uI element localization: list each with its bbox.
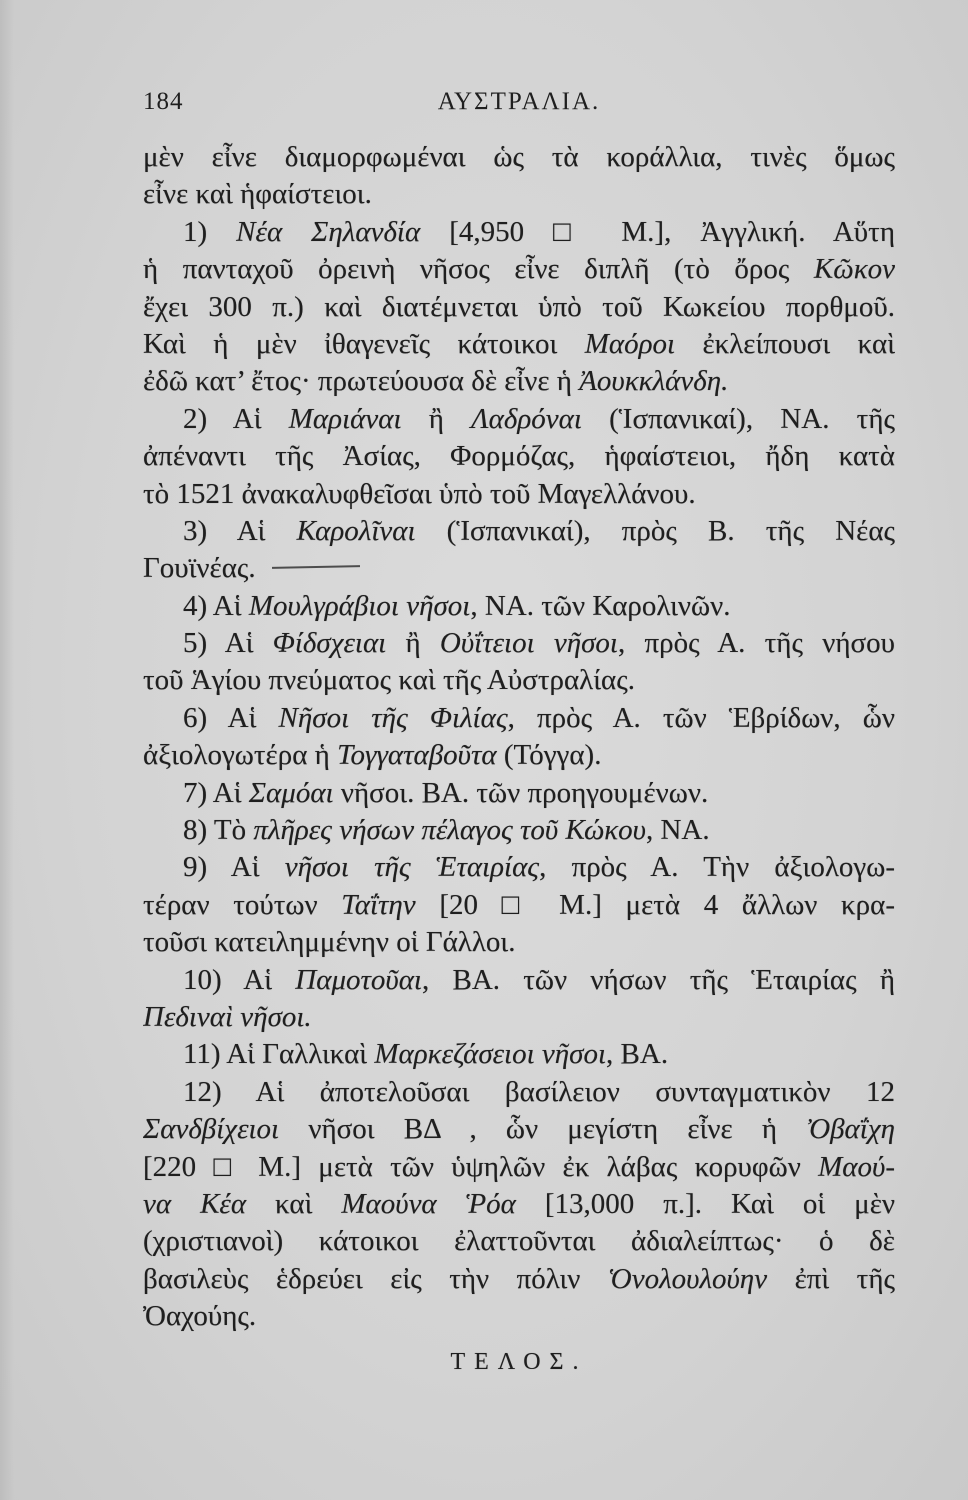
text-segment: 10) Αἱ (183, 963, 296, 996)
italic-text-segment: πλῆρες νήσων πέλαγος τοῦ Κώκου (253, 814, 646, 847)
text-segment: 11) Αἱ Γαλλικαὶ (183, 1038, 375, 1071)
paragraph (143, 625, 895, 700)
text-line (143, 1223, 895, 1260)
text-segment: (Τόγγα). (496, 739, 602, 772)
text-segment: ἀξιολογωτέρα ἡ (143, 739, 338, 772)
text-line (143, 476, 895, 513)
italic-text-segment: Ὀβαΐχη (806, 1113, 895, 1146)
italic-text-segment: Οὐΐτειοι νῆσοι (439, 627, 618, 660)
end-mark: ΤΕΛΟΣ. (450, 1349, 588, 1375)
paragraph (143, 139, 895, 214)
italic-text-segment: Μαριάναι (288, 402, 402, 435)
text-segment: Ὀαχούης. (143, 1300, 257, 1333)
italic-text-segment: Πεδιναὶ νῆσοι. (143, 1000, 312, 1033)
text-line (143, 289, 895, 326)
italic-text-segment: Ταΐτην (341, 888, 416, 921)
text-line (143, 737, 895, 774)
text-segment: τοῦ Ἁγίου πνεύματος καὶ τῆς Αὐστραλίας. (143, 664, 635, 697)
text-segment: ἔχει 300 π.) καὶ διατέμνεται ὑπὸ τοῦ Κωκείου πορθμοῦ. (143, 290, 895, 323)
text-segment: ἀπέναντι τῆς Ἀσίας, Φορμόζας, ἡφαίστειοι, ἤδη κατὰ (143, 440, 895, 473)
text-segment: , πρὸς Α. τῆς νήσου (617, 627, 895, 660)
italic-text-segment: Μουλγράβιοι νῆσοι (248, 589, 471, 622)
text-segment: ἐδῶ κατ’ ἔτος· πρωτεύουσα δὲ εἶνε ἡ (143, 365, 580, 398)
text-segment: [20 □ Μ.] μετὰ 4 ἄλλων κρα- (415, 888, 895, 921)
italic-text-segment: Μαόροι (584, 327, 676, 360)
text-segment: 1) (183, 215, 237, 248)
paragraph (143, 700, 895, 775)
paragraph (143, 849, 895, 961)
text-line (143, 251, 895, 288)
text-segment: 6) Αἱ (183, 701, 279, 734)
italic-text-segment: Νῆσοι τῆς Φιλίας (278, 701, 508, 734)
running-head: ΑΥΣΤΡΑΛΙΑ. (437, 88, 601, 115)
text-segment: ἡ πανταχοῦ ὀρεινὴ νῆσος εἶνε διπλῆ (τὸ ὄρος (143, 253, 814, 286)
text-segment: , πρὸς Α. τῶν Ἑβρίδων, ὧν (507, 701, 895, 734)
text-segment: 12) Αἱ ἀποτελοῦσαι βασίλειον συνταγματικὸν 12 (183, 1075, 895, 1108)
text-segment: (Ἱσπανικαί), ΝΑ. τῆς (581, 402, 895, 435)
italic-text-segment: Ἀουκκλάνδη. (579, 365, 729, 398)
text-segment: ἐπὶ τῆς (767, 1262, 895, 1295)
italic-text-segment: Μαούνα Ῥόα (341, 1187, 516, 1220)
text-segment: 8) Τὸ (183, 814, 254, 847)
paragraph (143, 962, 895, 1037)
text-line (143, 775, 895, 812)
text-line (143, 401, 895, 438)
text-line (143, 214, 895, 251)
text-segment: [220 □ Μ.] μετὰ τῶν ὑψηλῶν ἐκ λάβας κορυφῶν (143, 1150, 819, 1183)
text-segment: (Ἱσπανικαί), πρὸς Β. τῆς Νέας (415, 514, 895, 547)
text-segment: 7) Αἱ (183, 776, 249, 809)
text-segment: (χριστιανοὶ) κάτοικοι ἐλαττοῦνται ἀδιαλείπτως· ὁ δὲ (143, 1225, 895, 1258)
text-line (143, 1186, 895, 1223)
text-segment: 9) Αἱ (183, 851, 285, 884)
italic-text-segment: Τογγαταβοῦτα (337, 739, 497, 772)
text-line (143, 1074, 895, 1111)
text-segment: Γουϊνέας. (143, 552, 256, 585)
text-segment: τοῦσι κατειλημμένην οἱ Γάλλοι. (143, 926, 516, 959)
italic-text-segment: Μαού- (818, 1150, 895, 1183)
body-text (143, 139, 895, 1336)
text-segment: 2) Αἱ (183, 402, 289, 435)
italic-text-segment: Φίδσχειαι (272, 627, 387, 660)
text-line (143, 924, 895, 961)
text-segment: ἐκλείπουσι καὶ (675, 327, 895, 360)
paragraph (143, 588, 895, 625)
text-line (143, 139, 895, 176)
paragraph (143, 214, 895, 401)
text-line (143, 438, 895, 475)
text-segment: βασιλεὺς ἑδρεύει εἰς τὴν πόλιν (143, 1262, 608, 1295)
text-line (143, 1036, 895, 1073)
text-segment: 3) Αἱ (183, 514, 297, 547)
text-line (143, 513, 895, 550)
italic-text-segment: Κῶκον (813, 253, 895, 286)
text-segment: τὸ 1521 ἀνακαλυφθεῖσαι ὑπὸ τοῦ Μαγελλάνου. (143, 477, 696, 510)
text-line (143, 176, 895, 213)
page-number: 184 (143, 88, 184, 115)
italic-text-segment: να Κέα (143, 1187, 247, 1220)
text-line (143, 849, 895, 886)
text-segment: , πρὸς Α. Τὴν ἀξιολογω- (539, 851, 895, 884)
text-segment: ἢ (401, 402, 472, 435)
text-line (143, 1111, 895, 1148)
text-line (143, 962, 895, 999)
text-segment: , ΝΑ. (645, 814, 710, 847)
italic-text-segment: Σανδβίχειοι (143, 1113, 280, 1146)
text-segment: μὲν εἶνε διαμορφωμέναι ὡς τὰ κοράλλια, τινὲς ὅμως (143, 141, 895, 173)
text-segment: [4,950 □ Μ.], Ἀγγλική. Αὕτη (420, 215, 895, 248)
text-segment: , ΒΑ. (606, 1038, 669, 1071)
text-segment: 4) Αἱ (183, 589, 249, 622)
paragraph (143, 513, 895, 588)
text-segment: Καὶ ἡ μὲν ἰθαγενεῖς κάτοικοι (143, 327, 585, 360)
paragraph (143, 1036, 895, 1073)
text-line (143, 1261, 895, 1298)
paragraph (143, 1074, 895, 1336)
text-segment: , ΝΑ. τῶν Καρολινῶν. (470, 589, 731, 622)
text-line (143, 1149, 895, 1186)
italic-text-segment: Παμοτοῦαι (295, 963, 422, 996)
paragraph (143, 775, 895, 812)
text-segment: καὶ (246, 1187, 342, 1220)
italic-text-segment: Μαρκεζάσειοι νῆσοι (374, 1038, 607, 1071)
text-line (143, 662, 895, 699)
text-segment: ἢ (386, 627, 440, 660)
text-segment: εἶνε καὶ ἡφαίστειοι. (143, 178, 372, 211)
italic-text-segment: Σαμόαι (248, 776, 334, 809)
text-segment: νῆσοι. ΒΑ. τῶν προηγουμένων. (333, 776, 709, 809)
italic-text-segment: Ὁνολουλούην (607, 1262, 768, 1295)
italic-text-segment: Λαδρόναι (471, 402, 582, 435)
text-line (143, 812, 895, 849)
scan-page-edge (0, 0, 14, 1500)
text-segment: [13,000 π.]. Καὶ οἱ μὲν (515, 1187, 895, 1220)
text-line (143, 625, 895, 662)
text-line (143, 550, 895, 587)
text-line (143, 326, 895, 363)
italic-text-segment: νῆσοι τῆς Ἑταιρίας (284, 851, 540, 884)
text-segment: νῆσοι ΒΔ , ὧν μεγίστη εἶνε ἡ (279, 1113, 807, 1146)
italic-text-segment: Νέα Σηλανδία (236, 215, 421, 248)
page-header (143, 84, 895, 120)
text-segment: τέραν τούτων (143, 888, 342, 921)
text-line (143, 1298, 895, 1335)
paragraph (143, 812, 895, 849)
text-segment: , ΒΑ. τῶν νήσων τῆς Ἑταιρίας ἢ (422, 963, 895, 996)
text-line (143, 363, 895, 400)
paragraph (143, 401, 895, 513)
text-line (143, 999, 895, 1036)
text-segment: 5) Αἱ (183, 627, 273, 660)
text-line (143, 588, 895, 625)
italic-text-segment: Καρολῖναι (296, 514, 416, 547)
text-line (143, 700, 895, 737)
text-line (143, 887, 895, 924)
